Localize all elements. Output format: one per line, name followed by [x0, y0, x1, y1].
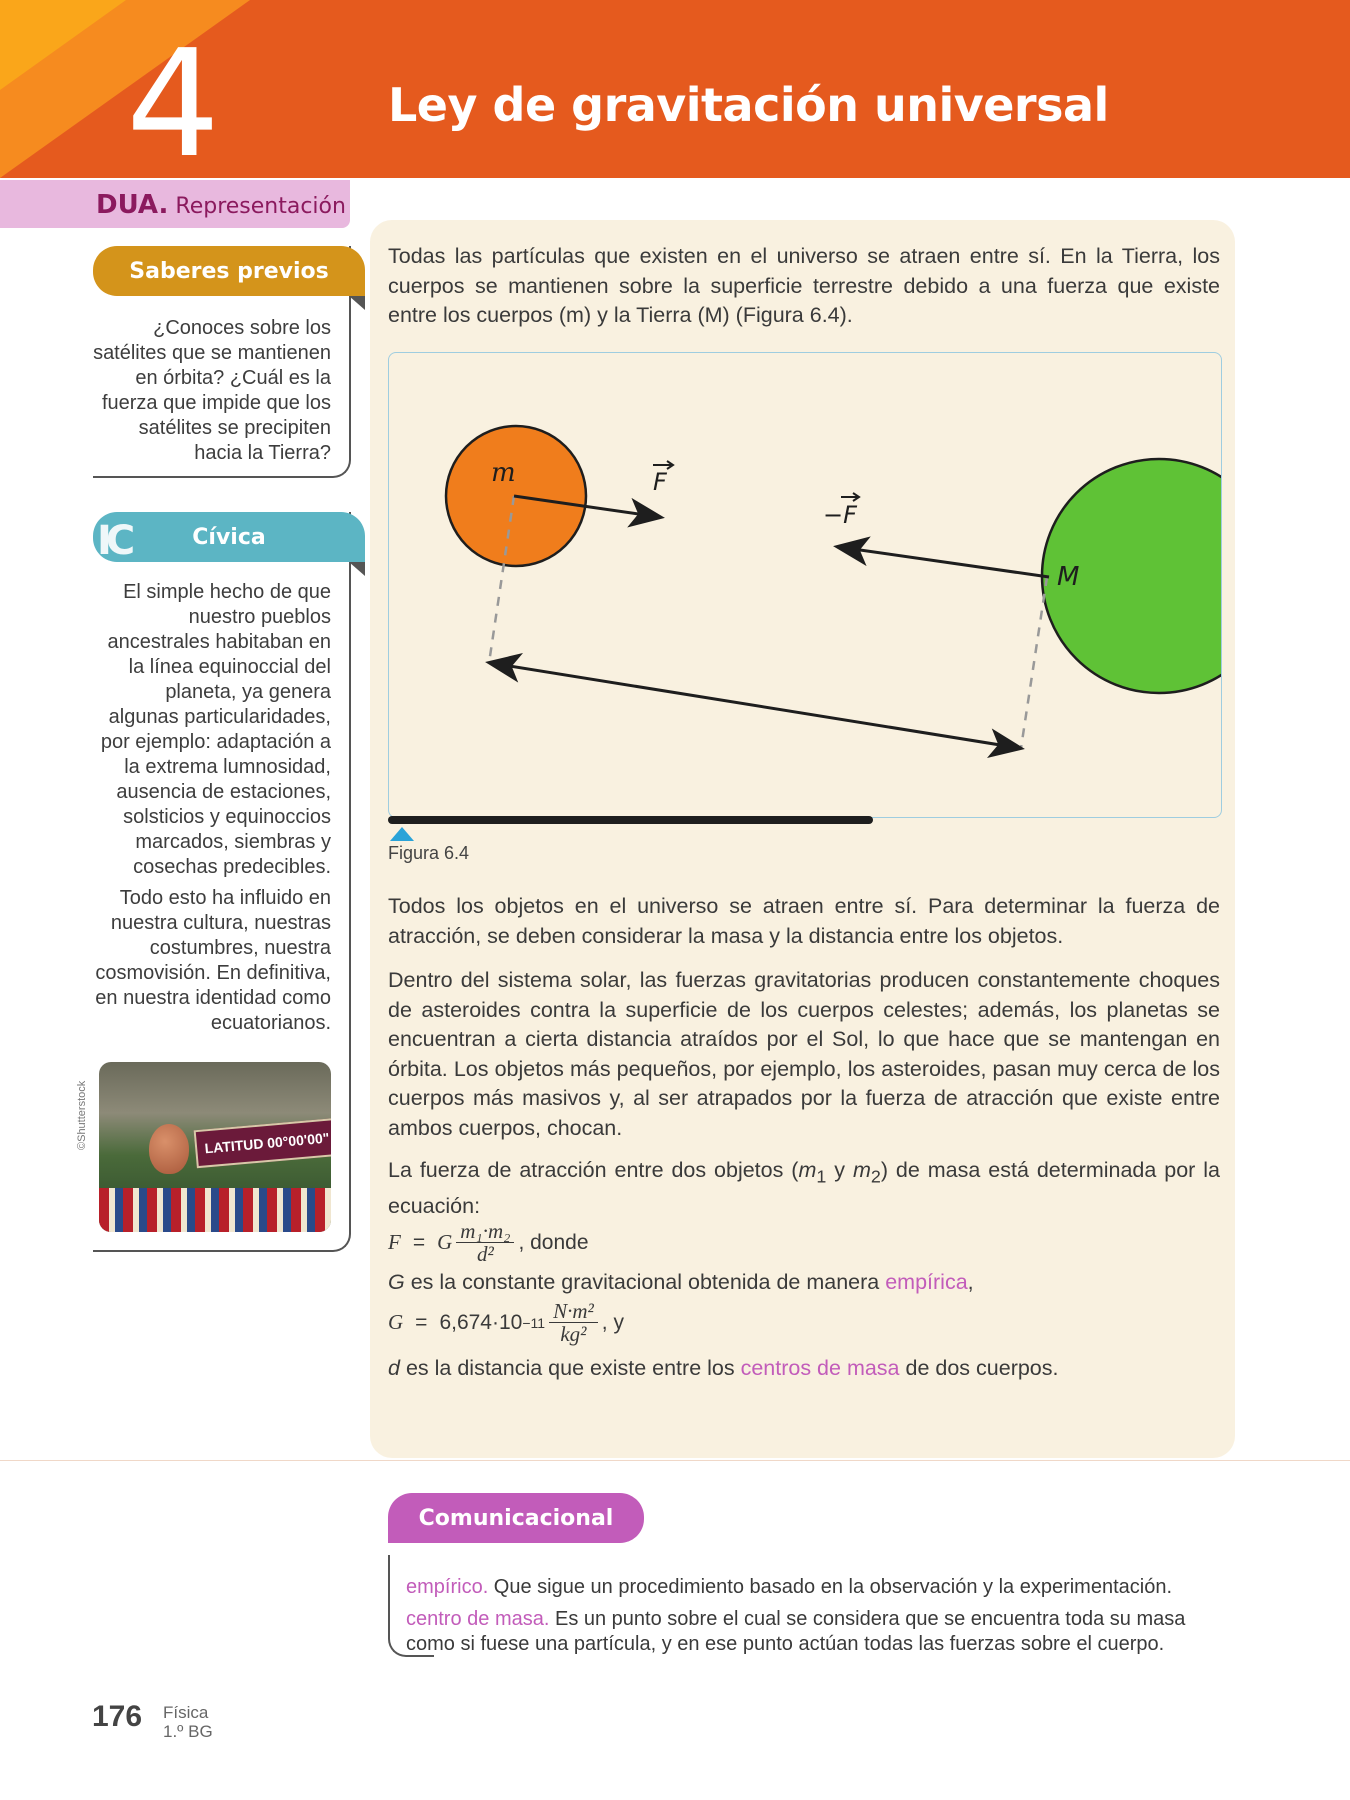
- photo-textile: [99, 1188, 331, 1232]
- p3-sub2: 2: [870, 1166, 881, 1187]
- p3-text-end: ) de masa está determinada por la ecuación:: [388, 1158, 1220, 1218]
- neg-force-label: −F: [823, 501, 857, 529]
- glossary-term: empírico.: [406, 1576, 489, 1598]
- eq2-exponent: −11: [522, 1314, 546, 1331]
- p3-sub1: 1: [816, 1166, 827, 1187]
- figure-6-4: [388, 352, 1222, 818]
- civica-tab: [93, 512, 365, 562]
- g-comma: ,: [967, 1270, 974, 1294]
- neg-force-arrow: [839, 547, 1049, 577]
- saberes-previos-title: Saberes previos: [129, 258, 329, 284]
- eq2-value: 6,674·10: [439, 1310, 523, 1334]
- photo-egg: [149, 1124, 189, 1174]
- eq1-g: G: [437, 1230, 453, 1254]
- large-mass-reference-line: [1021, 577, 1047, 748]
- saberes-previos-box: [93, 246, 351, 478]
- gravitation-diagram: [389, 353, 1221, 817]
- tab-fold: [349, 562, 365, 576]
- civica-title: Cívica: [192, 524, 266, 550]
- comunicacional-title: Comunicacional: [418, 1505, 614, 1531]
- small-mass-label: m: [491, 458, 516, 488]
- eq2-denominator: kg²: [560, 1322, 587, 1346]
- glossary-definition: Que sigue un procedimiento basado en la observación y la experimentación.: [488, 1576, 1172, 1598]
- saberes-previos-tab: [93, 246, 365, 296]
- paragraph-3: [388, 1156, 1220, 1221]
- eq1-fraction: [456, 1220, 514, 1265]
- dua-band: [0, 180, 350, 228]
- eq2-lhs: G: [388, 1310, 404, 1334]
- empirica-keyword: empírica: [885, 1270, 968, 1294]
- g-symbol: G: [388, 1270, 405, 1294]
- grade-level: 1.º BG: [163, 1722, 213, 1741]
- eq1-numerator: m₁·m₂: [456, 1220, 514, 1243]
- figure-caption: Figura 6.4: [388, 843, 470, 863]
- chapter-header: [0, 0, 1350, 178]
- chapter-title: Ley de gravitación universal: [388, 78, 1109, 132]
- dua-label: [96, 190, 346, 220]
- subject-name: Física: [163, 1703, 209, 1722]
- chapter-number: 4: [126, 18, 221, 178]
- d-symbol: d: [388, 1356, 400, 1380]
- glossary-term: centro de masa.: [406, 1608, 550, 1630]
- centros-de-masa-keyword: centros de masa: [740, 1356, 900, 1380]
- g-definition: [388, 1268, 1220, 1298]
- ic-icon: IC: [97, 518, 130, 564]
- p3-m2: m: [852, 1158, 871, 1182]
- d-definition: [388, 1354, 1220, 1384]
- dua-prefix: DUA.: [96, 190, 169, 220]
- saberes-previos-text: ¿Conoces sobre los satélites que se mantienen en órbita? ¿Cuál es la fuerza que impide que los satélites se precipiten hacia la Tierra?: [93, 317, 331, 464]
- d-text-end: de dos cuerpos.: [899, 1356, 1059, 1380]
- dua-text: Representación: [175, 194, 346, 219]
- paragraph-1: Todos los objetos en el universo se atraen entre sí. Para determinar la fuerza de atracción, se deben considerar la masa y la distancia entre los objetos.: [388, 894, 1220, 948]
- d-text: es la distancia que existe entre los: [399, 1356, 741, 1380]
- glossary-entry: [406, 1607, 1226, 1657]
- paragraph-2: Dentro del sistema solar, las fuerzas gravitatorias producen constantemente choques de asteroides contra la superficie de los cuerpos celestes; además, los planetas se encuentran a cierta distancia atraídos por el Sol, lo que hace que se mantengan en órbita. Los objetos más pequeños, por ejemplo, los asteroides, pasan muy cerca de los cuerpos más masivos y, al ser atrapados por la fuerza de atracción que existe entre ambos cuerpos, chocan.: [388, 968, 1220, 1140]
- figure-marker-icon: [390, 827, 414, 841]
- p3-and: y: [826, 1158, 853, 1182]
- eq2-numerator: N·m²: [549, 1300, 598, 1323]
- comunicacional-glossary: [388, 1493, 1288, 1655]
- p3-text: La fuerza de atracción entre dos objetos (: [388, 1158, 799, 1182]
- photo-credit: ©Shutterstock: [76, 1080, 88, 1150]
- intro-paragraph: Todas las partículas que existen en el universo se atraen entre sí. En la Tierra, los cuerpos se mantienen sobre la superficie terrestre debido a una fuerza que existe entre los cuerpos (m) y la Tierra (M) (Figura 6.4).: [388, 244, 1220, 327]
- civica-text: [93, 562, 349, 1052]
- eq1-denominator: d²: [476, 1242, 494, 1266]
- civica-box: [93, 512, 351, 1252]
- tab-fold: [349, 296, 365, 310]
- civica-paragraph: El simple hecho de que nuestro pueblos ancestrales habitaban en la línea equinoccial del planeta, ya genera algunas particularidades, por ejemplo: adaptación a la extrema lumnosidad, ausencia de estaciones, solsticios y equinoccios marcados, siembras y cosechas predecibles.: [100, 581, 331, 878]
- page-number: 176: [92, 1700, 143, 1733]
- eq1-lhs: F: [388, 1230, 401, 1254]
- figure-bar: [388, 816, 873, 824]
- force-label: F: [653, 468, 667, 496]
- section-divider: [0, 1460, 1350, 1461]
- eq2-fraction: [549, 1300, 598, 1345]
- large-mass-label: M: [1057, 562, 1080, 592]
- civica-paragraph: Todo esto ha influido en nuestra cultura, nuestras costumbres, nuestra cosmovisión. En definitiva, en nuestra identidad como ecuatorianos.: [95, 887, 331, 1034]
- header-corner-highlight: [0, 0, 126, 90]
- glossary-entry: [406, 1575, 1226, 1600]
- g-text: es la constante gravitacional obtenida de manera: [404, 1270, 886, 1294]
- photo-latitude-sign: LATITUD 00°00'00": [194, 1118, 331, 1168]
- eq2-equals: =: [415, 1310, 428, 1334]
- eq1-tail: , donde: [518, 1230, 589, 1254]
- eq2-tail: , y: [601, 1310, 624, 1334]
- distance-arrow: [491, 663, 1019, 748]
- gravitational-constant-equation: [388, 1300, 624, 1345]
- p3-m1: m: [798, 1158, 817, 1182]
- comunicacional-tab: [388, 1493, 644, 1543]
- equator-monument-photo: [99, 1062, 331, 1232]
- eq1-equals: =: [412, 1230, 426, 1254]
- page-subject: [163, 1703, 213, 1741]
- glossary-definition: Es un punto sobre el cual se considera que se encuentra toda su masa como si fuese una partícula, y en ese punto actúan todas las fuerzas sobre el cuerpo.: [406, 1608, 1186, 1655]
- gravitation-equation: [388, 1220, 589, 1265]
